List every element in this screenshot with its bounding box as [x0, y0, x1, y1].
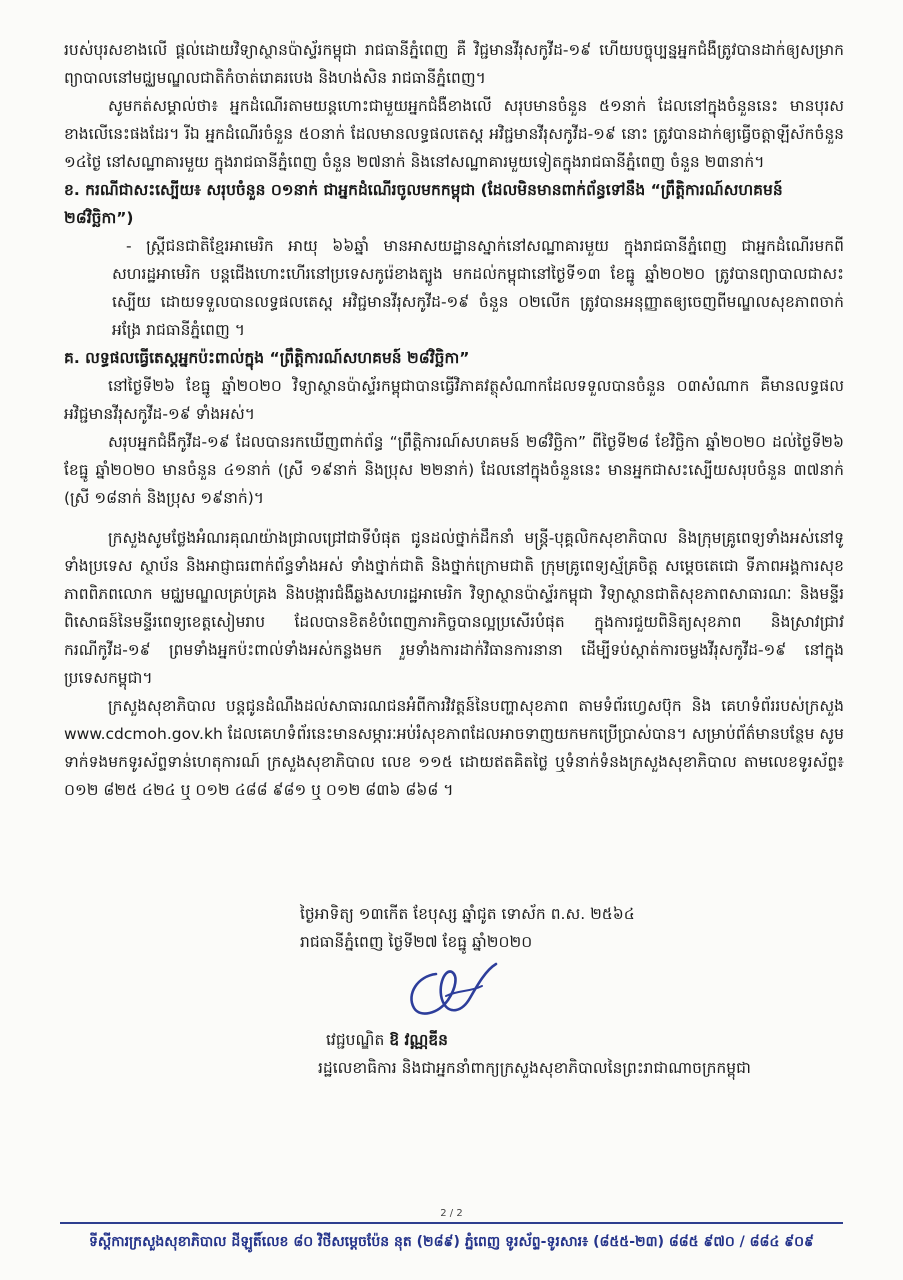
handwritten-signature [400, 960, 510, 1024]
paragraph-continued-case: របស់បុរសខាងលើ ផ្តល់ដោយវិទ្យាស្ថានប៉ាស្ទ័រកម្ពុជា រាជធានីភ្នំពេញ គឺ វិជ្ជមានវីរុសកូវីដ-១៩ ហើយបច្ចុប្បន្នអ្នកជំងឺត្រូវបានដាក់ឲ្យសម្រាកព្យាបាលនៅមជ្ឈមណ្ឌលជាតិកំចាត់រោគរបេង និងហង់សិន រាជធានីភ្នំពេញ។ [64, 41, 844, 87]
footer-address: ទីស្តីការក្រសួងសុខាភិបាល ដីឡូតិ៍លេខ ៨០ វិថីសម្តេចប៉ែន នុត (២៨៩) ភ្នំពេញ ទូរស័ព្ទ-ទូរសារ៖ (៨៥៥-២៣) ៨៨៥ ៩៧០ / ៨៨៤ ៩០៩ [89, 1234, 814, 1250]
signatory-name: ឱ វណ្ណឌីន [389, 1031, 448, 1049]
signatory-position: រដ្ឋលេខាធិការ និងជាអ្នកនាំពាក្យក្រសួងសុខាភិបាលនៃព្រះរាជាណាចក្រកម្ពុជា [318, 1059, 751, 1077]
paragraph-total-cases: សរុបអ្នកជំងឺកូវីដ-១៩ ដែលបានរកឃើញពាក់ព័ន្ធ “ព្រឹត្តិការណ៍សហគមន៍ ២៨វិច្ឆិកា” ពីថ្ងៃទី២៨ ខែវិច្ឆិកា ឆ្នាំ២០២០ ដល់ថ្ងៃទី២៦ ខែធ្នូ ឆ្នាំ២០២០ មានចំនួន ៤១នាក់ (ស្រី ១៩នាក់ និងប្រុស ២២នាក់) ដែលនៅក្នុងចំនួននេះ មានអ្នកជាសះស្បើយសរុបចំនួន ៣៧នាក់ (ស្រី ១៨នាក់ និងប្រុស ១៩នាក់)។ [64, 433, 845, 507]
page-number: 2 / 2 [440, 1208, 463, 1219]
signatory-block [318, 1026, 838, 1082]
document-body [64, 36, 844, 804]
section-heading-test-results: គ. លទ្ធផលធ្វើតេស្តអ្នកប៉ះពាល់ក្នុង “ព្រឹត្តិការណ៍សហគមន៍ ២៨វិច្ឆិកា” [64, 349, 470, 367]
lunar-date: ថ្ងៃអាទិត្យ ១៣កើត ខែបុស្ស ឆ្នាំជូត ទោស័ក ព.ស. ២៥៦៤ [300, 905, 635, 923]
signatory-line [318, 1026, 838, 1054]
closing-dates [300, 900, 820, 956]
place-date: រាជធានីភ្នំពេញ ថ្ងៃទី២៧ ខែធ្នូ ឆ្នាំ២០២០ [300, 933, 533, 951]
list-item-recovered-case: - ស្ត្រីជនជាតិខ្មែរអាមេរិក អាយុ ៦៦ឆ្នាំ មានអាសយដ្ឋានស្នាក់នៅសណ្ឋាគារមួយ ក្នុងរាជធានីភ្នំពេញ ជាអ្នកដំណើរមកពីសហរដ្ឋអាមេរិក បន្តជើងហោះហើរនៅប្រទេសកូរ៉េខាងត្បូង មកដល់កម្ពុជានៅថ្ងៃទី១៣ ខែធ្នូ ឆ្នាំ២០២០ ត្រូវបានព្យាបាលជាសះស្បើយ ដោយទទួលបានលទ្ធផលតេស្ត អវិជ្ជមានវីរុសកូវីដ-១៩ ចំនួន ០២លើក ត្រូវបានអនុញ្ញាតឲ្យចេញពីមណ្ឌលសុខភាពចាក់អង្រែ រាជធានីភ្នំពេញ ។ [112, 237, 844, 339]
paragraph-contact-info: ក្រសួងសុខាភិបាល បន្តជូនដំណឹងដល់សាធារណជនអំពីការវិវត្តន៍នៃបញ្ហាសុខភាព តាមទំព័រហ្វេសប៊ុក និង គេហទំព័ររបស់ក្រសួង www.cdcmoh.gov.kh ដែលគេហទំព័រនេះមានសម្ភារៈអប់រំសុខភាពដែលអាចទាញយកមកប្រើប្រាស់បាន។ សម្រាប់ព័ត៌មានបន្ថែម សូមទាក់ទងមកទូរស័ព្ទទាន់ហេតុការណ៍ ក្រសួងសុខាភិបាល លេខ ១១៥ ដោយឥតគិតថ្លៃ ឬទំនាក់ទំនងក្រសួងសុខាភិបាល តាមលេខទូរស័ព្ទ៖ ០១២ ៨២៥ ៤២៤ ឬ ០១២ ៤៨៨ ៩៨១ ឬ ០១២ ៨៣៦ ៨៦៨ ។ [64, 697, 844, 799]
paragraph-test-results: នៅថ្ងៃទី២៦ ខែធ្នូ ឆ្នាំ២០២០ វិទ្យាស្ថានប៉ាស្ទ័រកម្ពុជាបានធ្វើវិភាគវត្ថុសំណាកដែលទទួលបានចំនួន ០៣សំណាក គឺមានលទ្ធផល អវិជ្ជមានវីរុសកូវីដ-១៩ ទាំងអស់។ [64, 377, 844, 423]
footer-divider [60, 1222, 843, 1224]
signatory-title: វេជ្ជបណ្ឌិត [326, 1031, 385, 1049]
paragraph-passengers-note: សូមកត់សម្គាល់ថា៖ អ្នកដំណើរតាមយន្តហោះជាមួយអ្នកជំងឺខាងលើ សរុបមានចំនួន ៥១នាក់ ដែលនៅក្នុងចំនួននេះ មានបុរសខាងលើនេះផងដែរ។ រីឯ អ្នកដំណើរចំនួន ៥០នាក់ ដែលមានលទ្ធផលតេស្ត អវិជ្ជមានវីរុសកូវីដ-១៩ នោះ ត្រូវបានដាក់ឲ្យធ្វើចត្តាឡីស័កចំនួន ១៤ថ្ងៃ នៅសណ្ឋាគារមួយ ក្នុងរាជធានីភ្នំពេញ ចំនួន ២៧នាក់ និងនៅសណ្ឋាគារមួយទៀតក្នុងរាជធានីភ្នំពេញ ចំនួន ២៣នាក់។ [64, 97, 844, 171]
paragraph-acknowledgement: ក្រសួងសូមថ្លែងអំណរគុណយ៉ាងជ្រាលជ្រៅជាទីបំផុត ជូនដល់ថ្នាក់ដឹកនាំ មន្ត្រី-បុគ្គលិកសុខាភិបាល និងក្រុមគ្រូពេទ្យទាំងអស់នៅទូទាំងប្រទេស ស្ថាប័ន និងអាជ្ញាធរពាក់ព័ន្ធទាំងអស់ ទាំងថ្នាក់ជាតិ និងថ្នាក់ក្រោមជាតិ ក្រុមគ្រូពេទ្យស្ម័គ្រចិត្ត សម្តេចតេជោ ទីភាពអង្គការសុខភាពពិភពលោក មជ្ឈមណ្ឌលគ្រប់គ្រង និងបង្ការជំងឺឆ្លងសហរដ្ឋអាមេរិក វិទ្យាស្ថានប៉ាស្ទ័រកម្ពុជា វិទ្យាស្ថានជាតិសុខភាពសាធារណៈ និងមន្ទីរពិសោធន៍នៃមន្ទីរពេទ្យខេត្តសៀមរាប ដែលបានខិតខំបំពេញភារកិច្ចបានល្អប្រសើរបំផុត ក្នុងការជួយពិនិត្យសុខភាព និងស្រាវជ្រាវករណីកូវីដ-១៩ ព្រមទាំងអ្នកប៉ះពាល់ទាំងអស់កន្លងមក រួមទាំងការដាក់វិធានការនានា ដើម្បីទប់ស្កាត់ការចម្លងវីរុសកូវីដ-១៩ នៅក្នុងប្រទេសកម្ពុជា។ [64, 529, 844, 687]
section-heading-recovered: ខ. ករណីជាសះស្បើយ៖ សរុបចំនួន ០១នាក់ ជាអ្នកដំណើរចូលមកកម្ពុជា (ដែលមិនមានពាក់ព័ន្ធទៅនឹង “ព្រឹត្តិការណ៍សហគមន៍ ២៨វិច្ឆិកា”) [64, 181, 783, 227]
